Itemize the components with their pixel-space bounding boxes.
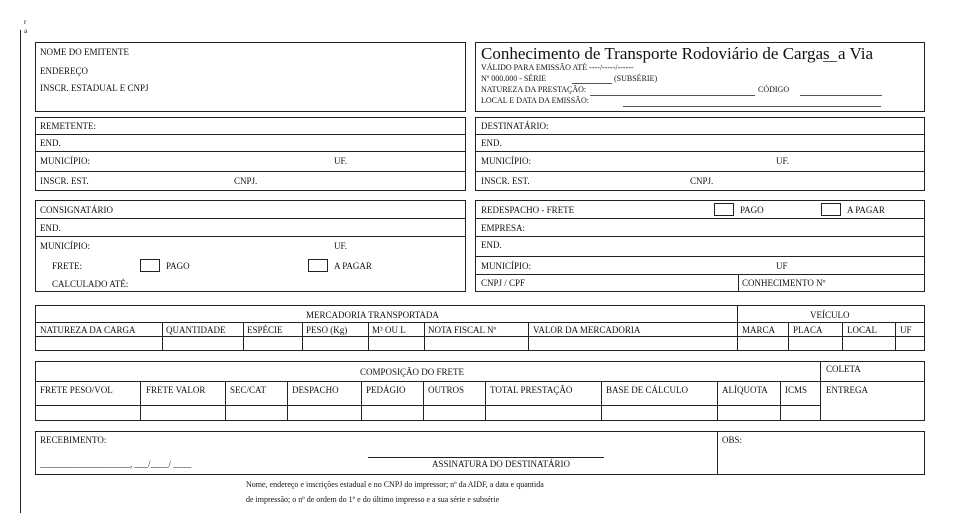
issuer-registration: INSCR. ESTADUAL E CNPJ	[40, 83, 149, 93]
redispatch-ctrc-no: CONHECIMENTO Nº	[742, 278, 826, 288]
freight-paid-checkbox[interactable]	[140, 259, 160, 272]
redispatch-paid-checkbox[interactable]	[714, 203, 734, 216]
signature-label: ASSINATURA DO DESTINATÁRIO	[432, 459, 571, 469]
pickup-label: COLETA	[826, 364, 861, 374]
code-line[interactable]	[800, 95, 882, 96]
recipient-title: DESTINATÁRIO:	[481, 121, 549, 131]
goods-col-nature: NATUREZA DA CARGA	[40, 325, 136, 335]
freight-col-rate: ALÍQUOTA	[722, 385, 768, 395]
goods-col-volume: M³ OU L	[372, 325, 406, 335]
recipient-cnpj: CNPJ.	[690, 176, 714, 186]
redispatch-title: REDESPACHO - FRETE	[481, 205, 575, 215]
subseries: (SUBSÉRIE)	[614, 74, 658, 83]
freight-label: FRETE:	[52, 261, 83, 271]
obs-label: OBS:	[722, 435, 743, 445]
series-line[interactable]	[572, 83, 612, 84]
freight-col-dispatch: DESPACHO	[292, 385, 339, 395]
signature-line[interactable]	[368, 457, 604, 458]
margin-mark-a: a	[24, 27, 28, 35]
recipient-state: UF.	[776, 156, 790, 166]
calculated-until: CALCULADO ATÉ:	[52, 279, 129, 289]
freight-to-pay-label: A PAGAR	[334, 261, 372, 271]
redispatch-to-pay-checkbox[interactable]	[821, 203, 841, 216]
sender-city: MUNICÍPIO:	[40, 156, 91, 166]
freight-col-weight: FRETE PESO/VOL	[40, 385, 113, 395]
receipt-title: RECEBIMENTO:	[40, 435, 107, 445]
freight-col-base: BASE DE CÁLCULO	[606, 385, 689, 395]
freight-to-pay-checkbox[interactable]	[308, 259, 328, 272]
freight-col-others: OUTROS	[428, 385, 465, 395]
redispatch-address: END.	[481, 240, 502, 250]
receipt-date-line[interactable]: ____________________, ___/____/ ____	[40, 459, 192, 469]
copy-suffix: a Via	[838, 44, 874, 63]
goods-col-quantity: QUANTIDADE	[166, 325, 226, 335]
vehicle-title: VEÍCULO	[810, 310, 850, 320]
vehicle-col-state: UF	[900, 325, 912, 335]
nature-line[interactable]	[590, 95, 755, 96]
ctrc-title: Conhecimento de Transporte Rodoviário de Cargas	[481, 44, 830, 63]
valid-until: VÁLIDO PARA EMISSÃO ATÉ ----/-----/------	[481, 63, 634, 72]
delivery-label: ENTREGA	[826, 385, 868, 395]
footer-line-2: de impressão; o nº de ordem do 1º e do último impresso e a sua série e subsérie	[246, 495, 500, 504]
place-date-label: LOCAL E DATA DA EMISSÃO:	[481, 96, 589, 105]
margin-mark-r: r	[24, 18, 27, 26]
redispatch-company: EMPRESA:	[481, 223, 526, 233]
goods-col-value: VALOR DA MERCADORIA	[533, 325, 641, 335]
recipient-city: MUNICÍPIO:	[481, 156, 532, 166]
freight-col-total: TOTAL PRESTAÇÃO	[490, 385, 573, 395]
sender-address: END.	[40, 138, 61, 148]
footer-line-1: Nome, endereço e inscrições estadual e no CNPJ do impressor; nº da AIDF, a data e quantida	[246, 480, 544, 489]
vehicle-col-brand: MARCA	[742, 325, 776, 335]
recipient-address: END.	[481, 138, 502, 148]
place-date-line[interactable]	[623, 106, 881, 107]
sender-title: REMETENTE:	[40, 121, 96, 131]
goods-col-species: ESPÉCIE	[247, 325, 283, 335]
sender-state: UF.	[334, 156, 348, 166]
sender-cnpj: CNPJ.	[234, 176, 258, 186]
redispatch-state: UF	[776, 261, 788, 271]
redispatch-cnpj-cpf: CNPJ / CPF	[481, 278, 526, 288]
freight-col-sec-cat: SEC/CAT	[230, 385, 267, 395]
freight-col-value: FRETE VALOR	[146, 385, 206, 395]
freight-col-toll: PEDÁGIO	[366, 385, 406, 395]
consignee-city: MUNICÍPIO:	[40, 241, 91, 251]
consignee-address: END.	[40, 223, 61, 233]
redispatch-paid-label: PAGO	[740, 205, 764, 215]
goods-title: MERCADORIA TRANSPORTADA	[306, 310, 439, 320]
margin-line	[20, 30, 21, 513]
code-label: CÓDIGO	[758, 85, 790, 94]
freight-col-icms: ICMS	[785, 385, 808, 395]
goods-col-weight: PESO (Kg)	[306, 325, 348, 335]
redispatch-city: MUNICÍPIO:	[481, 261, 532, 271]
vehicle-col-plate: PLACA	[793, 325, 823, 335]
freight-title: COMPOSIÇÃO DO FRETE	[360, 367, 465, 377]
issuer-address: ENDEREÇO	[40, 66, 88, 76]
number-series: Nº 000.000 - SÉRIE	[481, 74, 547, 83]
nature-label: NATUREZA DA PRESTAÇÃO:	[481, 85, 587, 94]
consignee-title: CONSIGNATÁRIO	[40, 205, 114, 215]
goods-col-invoice: NOTA FISCAL Nº	[428, 325, 497, 335]
consignee-state: UF.	[334, 241, 348, 251]
issuer-name: NOME DO EMITENTE	[40, 47, 129, 57]
copy-number-line[interactable]	[823, 61, 837, 62]
redispatch-to-pay-label: A PAGAR	[847, 205, 885, 215]
sender-state-reg: INSCR. EST.	[40, 176, 89, 186]
recipient-state-reg: INSCR. EST.	[481, 176, 530, 186]
vehicle-col-location: LOCAL	[847, 325, 877, 335]
freight-paid-label: PAGO	[166, 261, 190, 271]
